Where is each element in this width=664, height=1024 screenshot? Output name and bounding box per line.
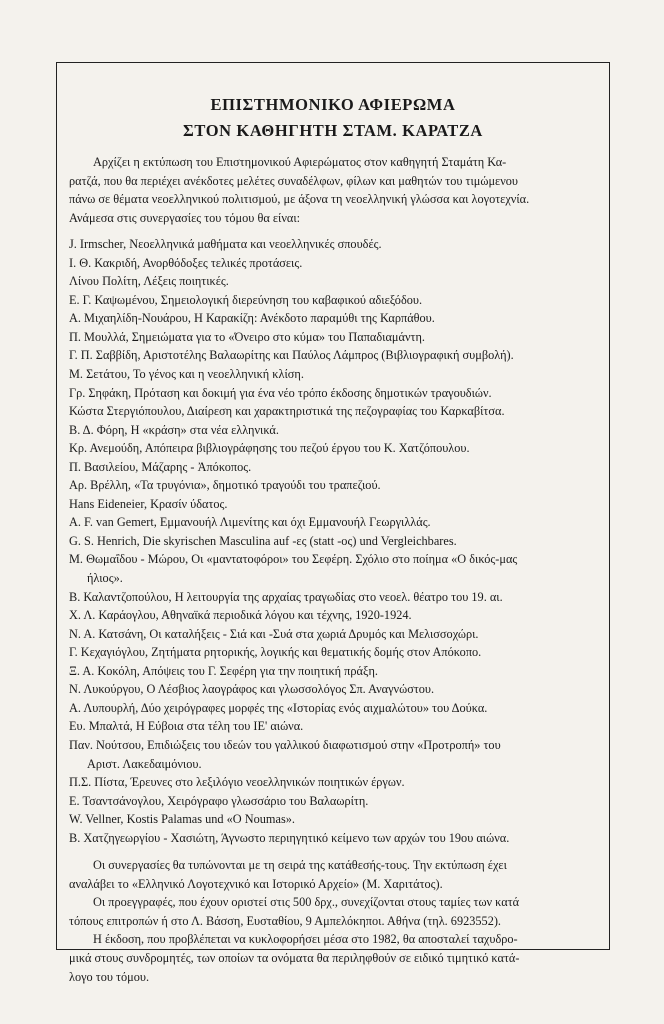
closing-paragraph-3: [69, 930, 598, 986]
contribution-item: Μ. Θωμαΐδου - Μώρου, Οι «μαντατοφόροι» του Σεφέρη. Σχόλιο στο ποίημα «Ο δικός-μας: [69, 552, 518, 567]
contributions-list: [69, 235, 598, 847]
closing-line: μικά στους συνδρομητές, των οποίων τα ονόματα θα περιληφθούν σε ειδικό τιμητικό κατά-: [69, 950, 520, 965]
contribution-item: Κώστα Στεργιόπουλου, Διαίρεση και χαρακτηριστικά της πεζογραφίας του Καρκαβίτσα.: [69, 404, 505, 419]
contribution-item: Χ. Λ. Καράογλου, Αθηναϊκά περιοδικά λόγου και τέχνης, 1920-1924.: [69, 608, 412, 623]
contribution-item: Γ. Π. Σαββίδη, Αριστοτέλης Βαλαωρίτης και Παύλος Λάμπρος (Βιβλιογραφική συμβολή).: [69, 348, 514, 363]
announcement-body: [69, 153, 598, 986]
contribution-item: Π. Μουλλά, Σημειώματα για το «Όνειρο στο κύμα» του Παπαδιαμάντη.: [69, 329, 425, 344]
contribution-item: Ξ. Α. Κοκόλη, Απόψεις του Γ. Σεφέρη για την ποιητική πράξη.: [69, 663, 378, 678]
contribution-item-continuation: Αριστ. Λακεδαιμόνιου.: [87, 756, 202, 771]
closing-paragraph-1: [69, 856, 598, 893]
closing-line: λογο του τόμου.: [69, 969, 150, 984]
intro-line: Αρχίζει η εκτύπωση του Επιστημονικού Αφιερώματος στον καθηγητή Σταμάτη Κα-: [93, 155, 507, 169]
contribution-item: Α. Λυπουρλή, Δύο χειρόγραφες μορφές της «Ιστορίας ενός αιχμαλώτου» του Δούκα.: [69, 700, 488, 715]
contribution-item: Π.Σ. Πίστα, Έρευνες στο λεξιλόγιο νεοελληνικών ποιητικών έργων.: [69, 775, 405, 790]
closing-line: αναλάβει το «Ελληνικό Λογοτεχνικό και Ιστορικό Αρχείο» (Μ. Χαριτάτος).: [69, 876, 443, 891]
contribution-item: Γ. Κεχαγιόγλου, Ζητήματα ρητορικής, λογικής και θεματικής δομής στον Απόκοπο.: [69, 645, 482, 660]
contribution-item: Α. Μιχαηλίδη-Νουάρου, Η Καρακίζη: Ανέκδοτο παραμύθι της Καρπάθου.: [69, 311, 435, 326]
closing-line: τόπους επιτροπών ή στο Λ. Βάσση, Ευσταθίου, 9 Αμπελόκηποι. Αθήνα (τηλ. 6923552).: [69, 913, 502, 928]
contribution-item: A. F. van Gemert, Εμμανουήλ Λιμενίτης και όχι Εμμανουήλ Γεωργιλλάς.: [69, 515, 431, 530]
contribution-item: Γρ. Σηφάκη, Πρόταση και δοκιμή για ένα νέο τρόπο έκδοσης δημοτικών τραγουδιών.: [69, 385, 492, 400]
contribution-item: Β. Χατζηγεωργίου - Χασιώτη, Άγνωστο περιηγητικό κείμενο των αρχών του 19ου αιώνα.: [69, 830, 510, 845]
contribution-item-continuation: ήλιος».: [87, 571, 123, 586]
contribution-item: Ν. Α. Κατσάνη, Οι καταλήξεις - Σιά και -Συά στα χωριά Δρυμός και Μελισσοχώρι.: [69, 626, 479, 641]
intro-line: Ανάμεσα στις συνεργασίες του τόμου θα είναι:: [69, 210, 301, 225]
closing-line: Οι συνεργασίες θα τυπώνονται με τη σειρά της κατάθεσής-τους. Την εκτύπωση έχει: [93, 858, 507, 873]
intro-line: πάνω σε θέματα νεοελληνικού πολιτισμού, με άξονα τη νεοελληνική γλώσσα και λογοτεχνία.: [69, 192, 530, 207]
contribution-item: Ν. Λυκούργου, Ο Λέσβιος λαογράφος και γλωσσολόγος Σπ. Αναγνώστου.: [69, 682, 435, 697]
contribution-item: Hans Eideneier, Κρασίν ύδατος.: [69, 496, 228, 511]
closing-line: Οι προεγγραφές, που έχουν οριστεί στις 500 δρχ., συνεχίζονται στους ταμίες των κατά: [93, 895, 520, 910]
contribution-item: Ευ. Μπαλτά, Η Εύβοια στα τέλη του ΙΕ' αιώνα.: [69, 719, 304, 734]
contribution-item: Π. Βασιλείου, Μάζαρης - Ἀπόκοπος.: [69, 459, 252, 474]
contribution-item: W. Vellner, Kostis Palamas und «O Noumas».: [69, 812, 295, 827]
closing-paragraph-2: [69, 893, 598, 930]
contribution-item: Παν. Νούτσου, Επιδιώξεις του ιδεών του γαλλικού διαφωτισμού στην «Προτροπή» του: [69, 737, 501, 752]
intro-line: ρατζά, που θα περιέχει ανέκδοτες μελέτες συναδέλφων, φίλων και μαθητών του τιμώμενου: [69, 173, 519, 188]
contribution-item: Ε. Τσαντσάνογλου, Χειρόγραφο γλωσσάριο του Βαλαωρίτη.: [69, 793, 369, 808]
intro-paragraph: [69, 153, 598, 227]
contribution-item: J. Irmscher, Νεοελληνικά μαθήματα και νεοελληνικές σπουδές.: [69, 237, 382, 252]
announcement-frame: [56, 62, 610, 984]
closing-line: Η έκδοση, που προβλέπεται να κυκλοφορήσει μέσα στο 1982, θα αποσταλεί ταχυδρο-: [93, 932, 518, 947]
contribution-item: Αρ. Βρέλλη, «Τα τρυγόνια», δημοτικό τραγούδι του τραπεζιού.: [69, 478, 381, 493]
contribution-item: Ι. Θ. Κακριδή, Ανορθόδοξες τελικές προτάσεις.: [69, 255, 303, 270]
contribution-item: Ε. Γ. Καψωμένου, Σημειολογική διερεύνηση του καβαφικού αδιεξόδου.: [69, 292, 423, 307]
contribution-item: Μ. Σετάτου, Το γένος και η νεοελληνική κλίση.: [69, 367, 304, 382]
contribution-item: G. S. Henrich, Die skyrischen Masculina auf -ες (statt -ος) und Vergleichbares.: [69, 533, 457, 548]
contribution-item: Κρ. Ανεμούδη, Απόπειρα βιβλιογράφησης του πεζού έργου του Κ. Χατζόπουλου.: [69, 441, 470, 456]
contribution-item: Λίνου Πολίτη, Λέξεις ποιητικές.: [69, 274, 229, 289]
contribution-item: Β. Καλαντζοπούλου, Η λειτουργία της αρχαίας τραγωδίας στο νεοελ. θέατρο του 19. αι.: [69, 589, 503, 604]
contribution-item: Β. Δ. Φόρη, Η «κράση» στα νέα ελληνικά.: [69, 422, 279, 437]
title-line-1: ΕΠΙΣΤΗΜΟΝΙΚΟ ΑΦΙΕΡΩΜΑ: [210, 95, 456, 114]
title-line-2: ΣΤΟΝ ΚΑΘΗΓΗΤΗ ΣΤΑΜ. ΚΑΡΑΤΖΑ: [183, 121, 483, 140]
